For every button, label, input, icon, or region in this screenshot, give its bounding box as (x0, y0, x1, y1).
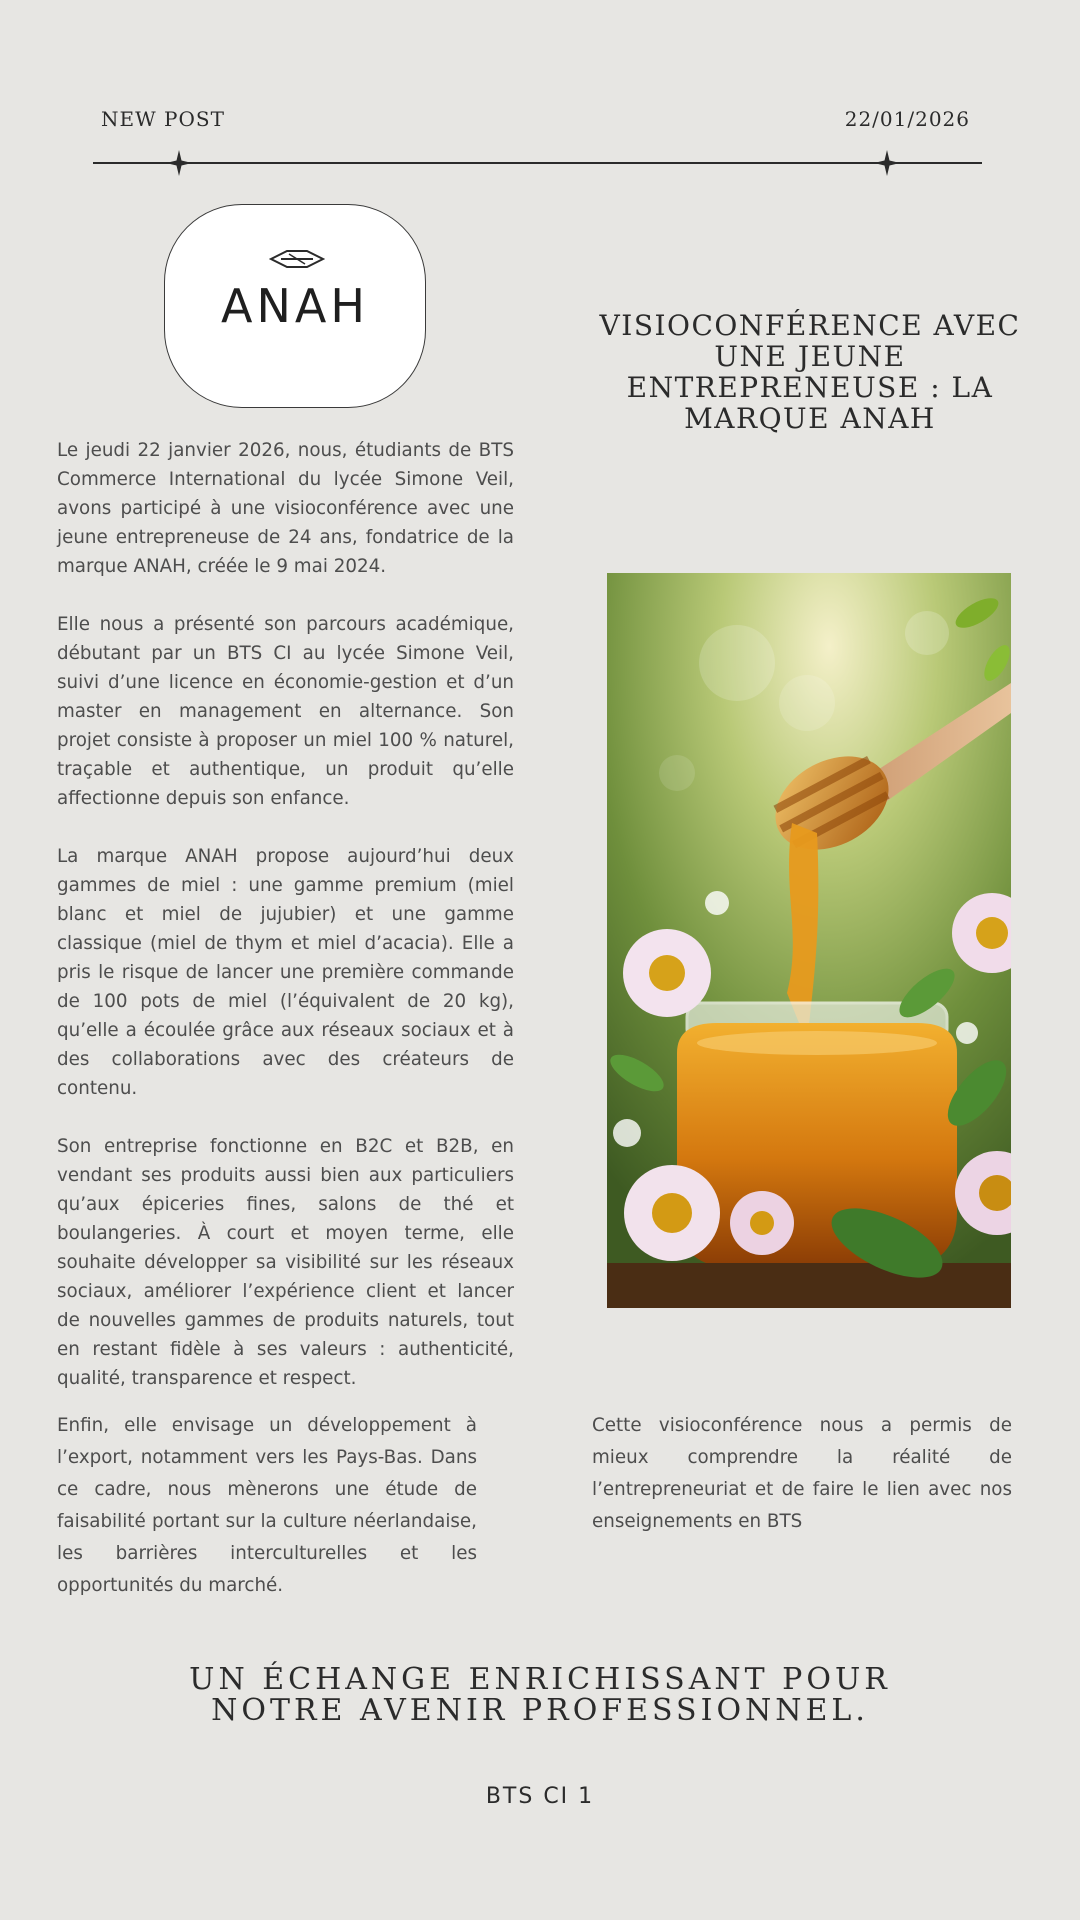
paragraph-background: Elle nous a présenté son parcours académique, débutant par un BTS CI au lycée Simone Veil, suivi d’une licence en économie-gestion et d’un master en management en alternance. Son projet consiste à proposer un miel 100 % naturel, traçable et authentique, un produit qu’elle affectionne depuis son enfance. (57, 614, 514, 809)
article-title: VISIOCONFÉRENCE AVEC UNE JEUNE ENTREPRENEUSE : LA MARQUE ANAH (599, 309, 1021, 435)
article-body (57, 436, 514, 1422)
new-post-label: NEW POST (101, 107, 225, 131)
divider-star-icon (166, 150, 192, 176)
paragraph-intro: Le jeudi 22 janvier 2026, nous, étudiants de BTS Commerce International du lycée Simone Veil, avons participé à une visioconférence avec une jeune entrepreneuse de 24 ans, fondatrice de la marque ANAH, créée le 9 mai 2024. (57, 440, 514, 577)
divider-star-icon (874, 150, 900, 176)
closing-tagline: UN ÉCHANGE ENRICHISSANT POUR NOTRE AVENIR PROFESSIONNEL. (189, 1662, 891, 1728)
paragraph-product-range: La marque ANAH propose aujourd’hui deux gammes de miel : une gamme premium (miel blanc et miel de jujubier) et une gamme classique (miel de thym et miel d’acacia). Elle a pris le risque de lancer une première commande de 100 pots de miel (l’équivalent de 20 kg), qu’elle a écoulée grâce aux réseaux sociaux et à des collaborations avec des créateurs de contenu. (57, 846, 514, 1099)
honey-photo (607, 573, 1011, 1308)
signature: BTS CI 1 (485, 1784, 595, 1809)
logo-emblem-icon (269, 247, 325, 271)
post-date: 22/01/2026 (844, 107, 970, 131)
paragraph-export: Enfin, elle envisage un développement à l’export, notamment vers les Pays-Bas. Dans ce cadre, nous mènerons une étude de faisabilité portant sur la culture néerlandaise, les barrières interculturelles et les opportunités du marché. (57, 1415, 477, 1596)
paragraph-conclusion: Cette visioconférence nous a permis de mieux comprendre la réalité de l’entrepreneuriat et de faire le lien avec nos enseignements en BTS (592, 1415, 1012, 1532)
anah-logo-card (164, 204, 426, 408)
header-divider (93, 162, 982, 164)
paragraph-business-model: Son entreprise fonctionne en B2C et B2B, en vendant ses produits aussi bien aux particuliers qu’aux épiceries fines, salons de thé et boulangeries. À court et moyen terme, elle souhaite développer sa visibilité sur les réseaux sociaux, améliorer l’expérience client et lancer de nouvelles gammes de produits naturels, tout en restant fidèle à ses valeurs : authenticité, qualité, transparence et respect. (57, 1136, 514, 1389)
logo-brand-text: ANAH (221, 279, 369, 333)
